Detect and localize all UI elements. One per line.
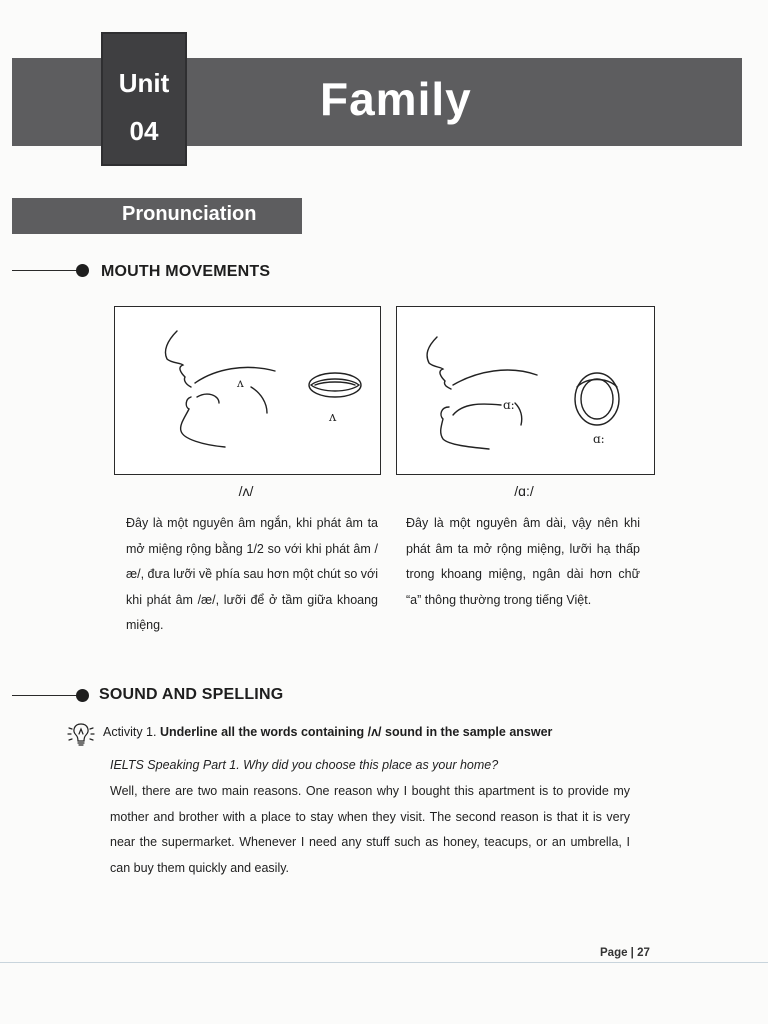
mouth-diagram (397, 307, 654, 474)
unit-badge (101, 32, 187, 166)
lightbulb-icon (66, 720, 96, 748)
phoneme-symbol: /ɑ:/ (514, 483, 534, 499)
lips-label: ɑ: (593, 432, 605, 446)
sound-spelling-heading: SOUND AND SPELLING (99, 686, 284, 703)
lips-label: ʌ (329, 410, 337, 425)
activity-instruction (103, 725, 552, 739)
sample-answer: Well, there are two main reasons. One reason why I bought this apartment is to provide my mother and brother with a place to stay when they visit. The second reason is that it is very near the supermarket. Whenever I need any stuff such as honey, teacups, or an umbrella, I can buy them quickly and easily. (110, 784, 630, 875)
activity-label: Activity 1. (103, 725, 157, 739)
activity-text: Underline all the words containing /ʌ/ sound in the sample answer (156, 725, 553, 739)
figure-short-vowel (114, 306, 381, 475)
figure-long-vowel (396, 306, 655, 475)
page-number: Page | 27 (600, 947, 650, 959)
unit-word: Unit (118, 68, 170, 98)
heading-rule (12, 270, 80, 271)
unit-title: Family (320, 73, 472, 125)
mouth-diagram (115, 307, 380, 474)
diagram-label: ɑ: (503, 398, 515, 412)
heading-rule (12, 695, 80, 696)
mouth-movements-heading: MOUTH MOVEMENTS (101, 263, 271, 280)
phoneme-description: Đây là một nguyên âm dài, vậy nên khi phát âm ta mở rộng miệng, lưỡi hạ thấp trong khoang miệng, ngân dài hơn chữ “a” thông thường trong tiếng Việt. (406, 516, 640, 607)
unit-number: 04 (129, 116, 159, 146)
section-banner-label: Pronunciation (122, 203, 257, 225)
diagram-label: ʌ (237, 376, 244, 390)
footer-rule (0, 962, 768, 963)
phoneme-description: Đây là một nguyên âm ngắn, khi phát âm ta mở miệng rộng bằng 1/2 so với khi phát âm /æ/, đưa lưỡi về phía sau hơn một chút so với khi phát âm /æ/, lưỡi để ở tầm giữa khoang miệng. (126, 516, 378, 632)
phoneme-symbol: /ʌ/ (238, 483, 254, 499)
heading-bullet (76, 689, 89, 702)
heading-bullet (76, 264, 89, 277)
speaking-question: IELTS Speaking Part 1. Why did you choose this place as your home? (110, 758, 499, 772)
